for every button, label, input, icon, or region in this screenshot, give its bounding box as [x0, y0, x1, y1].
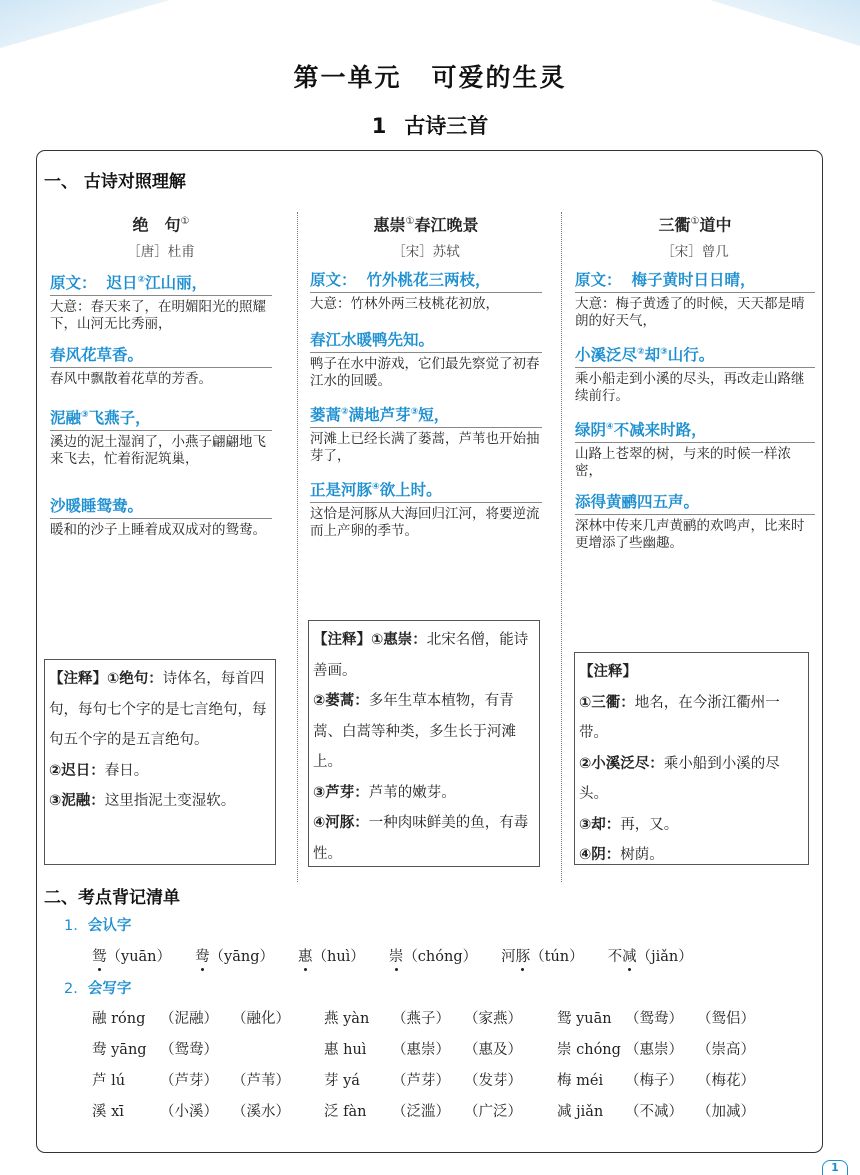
dotted-char: 鸳: [92, 945, 107, 966]
line-meaning: 深林中传来几声黄鹂的欢鸣声，比来时更增添了些幽趣。: [575, 518, 805, 552]
original-prefix: 原文：: [310, 271, 357, 289]
note-definition: 多年生草本植物，有青蒿、白蒿等种类，多生长于河滩上。: [313, 693, 516, 770]
write-char: 鸯 yāng: [92, 1042, 147, 1058]
poem-line-block: [575, 417, 815, 482]
note-tag: 【注释】: [313, 632, 371, 648]
note-box-3: [574, 652, 809, 865]
poem-author: ［唐］杜甫: [127, 244, 195, 260]
poem-line-block: [50, 345, 272, 395]
page-number: 1: [822, 1160, 848, 1175]
note-term: ②小溪泛尽：: [579, 755, 664, 772]
recognize-char: [501, 949, 584, 965]
dotted-char: 惠: [298, 945, 313, 966]
line-meaning: 大意：春天来了，在明媚阳光的照耀下，山河无比秀丽，: [50, 299, 266, 333]
unit-subtitle: 可爱的生灵: [431, 63, 567, 92]
column-divider-2: [561, 212, 562, 882]
original-line: [310, 402, 542, 428]
note-term: ④阴：: [579, 847, 621, 863]
write-char: 梅 méi: [557, 1073, 604, 1089]
line-meaning: 春风中飘散着花草的芳香。: [50, 371, 212, 388]
original-line: [50, 270, 272, 296]
original-text: 竹外桃花三两枝，: [366, 271, 491, 289]
poem-author: ［宋］苏轼: [392, 244, 460, 260]
original-text: 却: [644, 346, 661, 365]
char-pinyin: （yuān）: [106, 949, 172, 965]
lesson-number: 1: [371, 114, 387, 138]
poem-column-2: [310, 210, 542, 542]
note-term: ④河豚：: [313, 815, 369, 831]
note-definition: 乘小船到小溪的尽头。: [579, 755, 780, 802]
column-divider-1: [297, 212, 298, 882]
note-term: ③却：: [579, 816, 621, 833]
line-meaning: 鸭子在水中游戏，它们最先察觉了初春江水的回暖。: [310, 356, 540, 389]
write-word: （溪水）: [232, 1104, 290, 1120]
note-item: [313, 808, 535, 869]
write-word: （融化）: [232, 1011, 290, 1027]
original-text: 短，: [418, 406, 450, 425]
poem-line-block: [310, 402, 542, 467]
note-marker: ④: [372, 482, 380, 493]
corner-decoration-left: [0, 0, 170, 48]
subsection-recognize: 1. 会认字: [64, 918, 132, 934]
note-tag: 【注释】: [49, 671, 107, 687]
poem-line-block: [310, 477, 542, 542]
write-char: 芦 lú: [92, 1073, 126, 1089]
original-line: [50, 405, 272, 431]
write-word: （惠崇）: [625, 1042, 683, 1058]
original-text: 春江水暖鸭先知。: [310, 331, 435, 349]
write-word: （鸳侣）: [697, 1011, 755, 1027]
dotted-char: 豚: [516, 945, 531, 966]
note-header: [49, 664, 271, 756]
note-term: ①三衢：: [579, 694, 635, 711]
note-definition: 树荫。: [620, 847, 664, 863]
line-meaning: 大意：竹林外两三枝桃花初放，: [310, 296, 499, 312]
write-char: 溪 xī: [92, 1104, 124, 1120]
write-word: （不减）: [625, 1104, 683, 1120]
char-pinyin: （jiǎn）: [636, 949, 693, 965]
char-pinyin: （tún）: [530, 949, 584, 965]
write-word: （芦芽）: [392, 1073, 450, 1089]
note-term: ①惠崇：: [371, 632, 427, 648]
original-text: 添得黄鹂四五声。: [575, 493, 700, 512]
poem-line-block: [575, 492, 815, 554]
original-text: 江山丽，: [145, 274, 208, 293]
write-char: 崇 chóng: [557, 1042, 621, 1058]
line-meaning: 这恰是河豚从大海回归江河，将要逆流而上产卵的季节。: [310, 506, 540, 540]
write-word: （发芽）: [464, 1073, 522, 1089]
original-prefix: 原文：: [50, 274, 97, 293]
note-marker: ②: [341, 407, 349, 417]
poem-line-block: [575, 342, 815, 407]
write-word: （泥融）: [160, 1011, 218, 1027]
recognize-char: [195, 949, 274, 965]
original-text: 迟日: [106, 274, 138, 293]
write-word: （泛滥）: [392, 1104, 450, 1120]
corner-decoration-right: [710, 0, 860, 46]
line-meaning: 大意：梅子黄透了的时候，天天都是晴朗的好天气，: [575, 296, 805, 329]
line-meaning: 乘小船走到小溪的尽头，再改走山路继续前行。: [575, 371, 805, 405]
write-word: （惠崇）: [392, 1042, 450, 1058]
write-word: （梅子）: [625, 1073, 683, 1089]
note-definition: 一种肉味鲜美的鱼，有毒性。: [313, 815, 529, 862]
original-text: 满地芦芽: [348, 406, 411, 425]
poem-line-block: [310, 270, 542, 320]
lesson-title: [0, 110, 860, 140]
note-tag: 【注释】: [579, 664, 637, 680]
write-char: 鸳 yuān: [557, 1011, 612, 1027]
note-header: [579, 657, 804, 688]
write-char: 燕 yàn: [324, 1011, 370, 1027]
poem-author: ［宋］曾几: [661, 244, 729, 260]
original-line: [575, 270, 815, 293]
poem-line-block: [310, 330, 542, 392]
write-word: （鸳鸯）: [160, 1042, 218, 1058]
write-char: 惠 huì: [324, 1042, 367, 1058]
original-text: 沙暖睡鸳鸯。: [50, 497, 144, 516]
original-text: 绿阴: [575, 421, 607, 440]
poem-line-block: [50, 496, 272, 558]
original-line: [50, 345, 272, 368]
original-text: 欲上时。: [379, 481, 442, 500]
line-meaning: 河滩上已经长满了蒌蒿，芦苇也开始抽芽了，: [310, 431, 540, 465]
note-item: [579, 840, 804, 871]
write-word: （崇高）: [697, 1042, 755, 1058]
original-line: [310, 330, 542, 353]
recognize-chars-row: [92, 945, 717, 966]
note-definition: 这里指泥土变湿软。: [104, 793, 236, 809]
note-term: ①绝句：: [107, 671, 163, 687]
write-word: （惠及）: [464, 1042, 522, 1058]
note-item: [313, 686, 535, 778]
note-box-2: [308, 620, 540, 867]
original-line: [575, 342, 815, 368]
original-text: 山行。: [667, 346, 715, 365]
char-pinyin: （yāng）: [209, 949, 274, 965]
note-term: ②迟日：: [49, 762, 105, 779]
recognize-char: [92, 949, 171, 965]
recognize-char: [608, 949, 693, 965]
subsection-write: 2. 会写字: [64, 981, 132, 997]
note-item: [49, 786, 271, 817]
char-pinyin: （chóng）: [403, 949, 478, 965]
line-meaning: 山路上苍翠的树，与来的时候一样浓密，: [575, 446, 791, 480]
write-char: 融 róng: [92, 1011, 146, 1027]
original-text: 梅子黄时日日晴，: [631, 271, 756, 289]
poem-lines: [310, 270, 542, 542]
original-line: [575, 417, 815, 443]
dotted-char: 鸯: [195, 945, 210, 966]
poem-line-block: [50, 405, 272, 486]
note-item: [49, 756, 271, 787]
char-context: 河: [501, 949, 516, 965]
write-word: （家燕）: [464, 1011, 522, 1027]
recognize-char: [298, 949, 365, 965]
write-char: 芽 yá: [324, 1073, 360, 1089]
char-context: 不: [607, 949, 623, 965]
write-char: 减 jiǎn: [557, 1104, 604, 1120]
recognize-char: [389, 949, 477, 965]
char-pinyin: （huì）: [312, 949, 365, 965]
write-char: 泛 fàn: [324, 1104, 367, 1120]
note-marker: ③: [660, 347, 668, 357]
original-text: 春风花草香。: [50, 346, 144, 365]
poem-lines: [575, 270, 815, 554]
poem-line-block: [50, 270, 272, 335]
original-line: [310, 477, 542, 503]
original-text: 正是河豚: [310, 481, 373, 500]
write-word: （广泛）: [464, 1104, 522, 1120]
line-meaning: 溪边的泥土湿润了，小燕子翩翩地飞来飞去，忙着衔泥筑巢，: [50, 434, 266, 468]
original-text: 飞燕子，: [88, 409, 151, 428]
note-term: ③芦芽：: [313, 784, 369, 801]
poem-title: 惠崇①春江晚景: [373, 215, 479, 235]
note-marker: ③: [81, 410, 89, 421]
note-marker: ②: [137, 275, 146, 285]
dotted-char: 崇: [389, 945, 404, 966]
poem-column-3: [575, 210, 815, 554]
note-definition: 地名，在今浙江衢州一带。: [579, 694, 780, 741]
note-definition: 春日。: [104, 762, 149, 779]
write-word: （梅花）: [697, 1073, 755, 1089]
original-text: 不减来时路，: [613, 421, 707, 440]
note-marker: ②: [637, 347, 645, 357]
original-prefix: 原文：: [575, 271, 622, 289]
write-word: （芦苇）: [232, 1073, 290, 1089]
original-text: 小溪泛尽: [575, 346, 638, 365]
poem-title: 绝 句①: [132, 215, 190, 235]
note-term: ②蒌蒿：: [313, 693, 369, 709]
unit-title: [0, 58, 860, 94]
write-word: （鸳鸯）: [625, 1011, 683, 1027]
original-text: 泥融: [50, 409, 82, 428]
note-term: ③泥融：: [49, 793, 105, 809]
note-marker: ③: [410, 407, 419, 417]
write-word: （加减）: [697, 1104, 755, 1120]
poem-title: 三衢①道中: [658, 215, 732, 235]
section-2-heading: 二、考点背记清单: [44, 888, 180, 908]
original-line: [50, 496, 272, 519]
poem-line-block: [575, 270, 815, 332]
unit-label: 第一单元: [293, 63, 402, 92]
note-box-1: [44, 659, 276, 865]
note-definition: 诗体名，每首四句，每句七个字的是七言绝句，每句五个字的是五言绝句。: [49, 671, 267, 748]
note-header: [313, 625, 535, 686]
write-word: （燕子）: [392, 1011, 450, 1027]
write-word: （芦芽）: [160, 1073, 218, 1089]
original-line: [310, 270, 542, 293]
write-word: （小溪）: [160, 1104, 218, 1120]
note-item: [579, 749, 804, 810]
line-meaning: 暖和的沙子上睡着成双成对的鸳鸯。: [50, 522, 266, 539]
poem-lines: [50, 270, 272, 558]
note-marker: ④: [606, 422, 614, 433]
note-definition: 北宋名僧，能诗善画。: [313, 632, 529, 679]
note-definition: 再，又。: [620, 816, 679, 833]
note-item: [579, 810, 804, 841]
original-text: 蒌蒿: [310, 406, 342, 425]
dotted-char: 减: [622, 945, 637, 966]
lesson-name: 古诗三首: [404, 114, 489, 138]
note-item: [579, 688, 804, 749]
poem-column-1: [50, 210, 272, 558]
note-definition: 芦苇的嫩芽。: [368, 784, 456, 801]
note-item: [313, 778, 535, 809]
section-1-heading: 一、 古诗对照理解: [44, 172, 186, 192]
original-line: [575, 492, 815, 515]
